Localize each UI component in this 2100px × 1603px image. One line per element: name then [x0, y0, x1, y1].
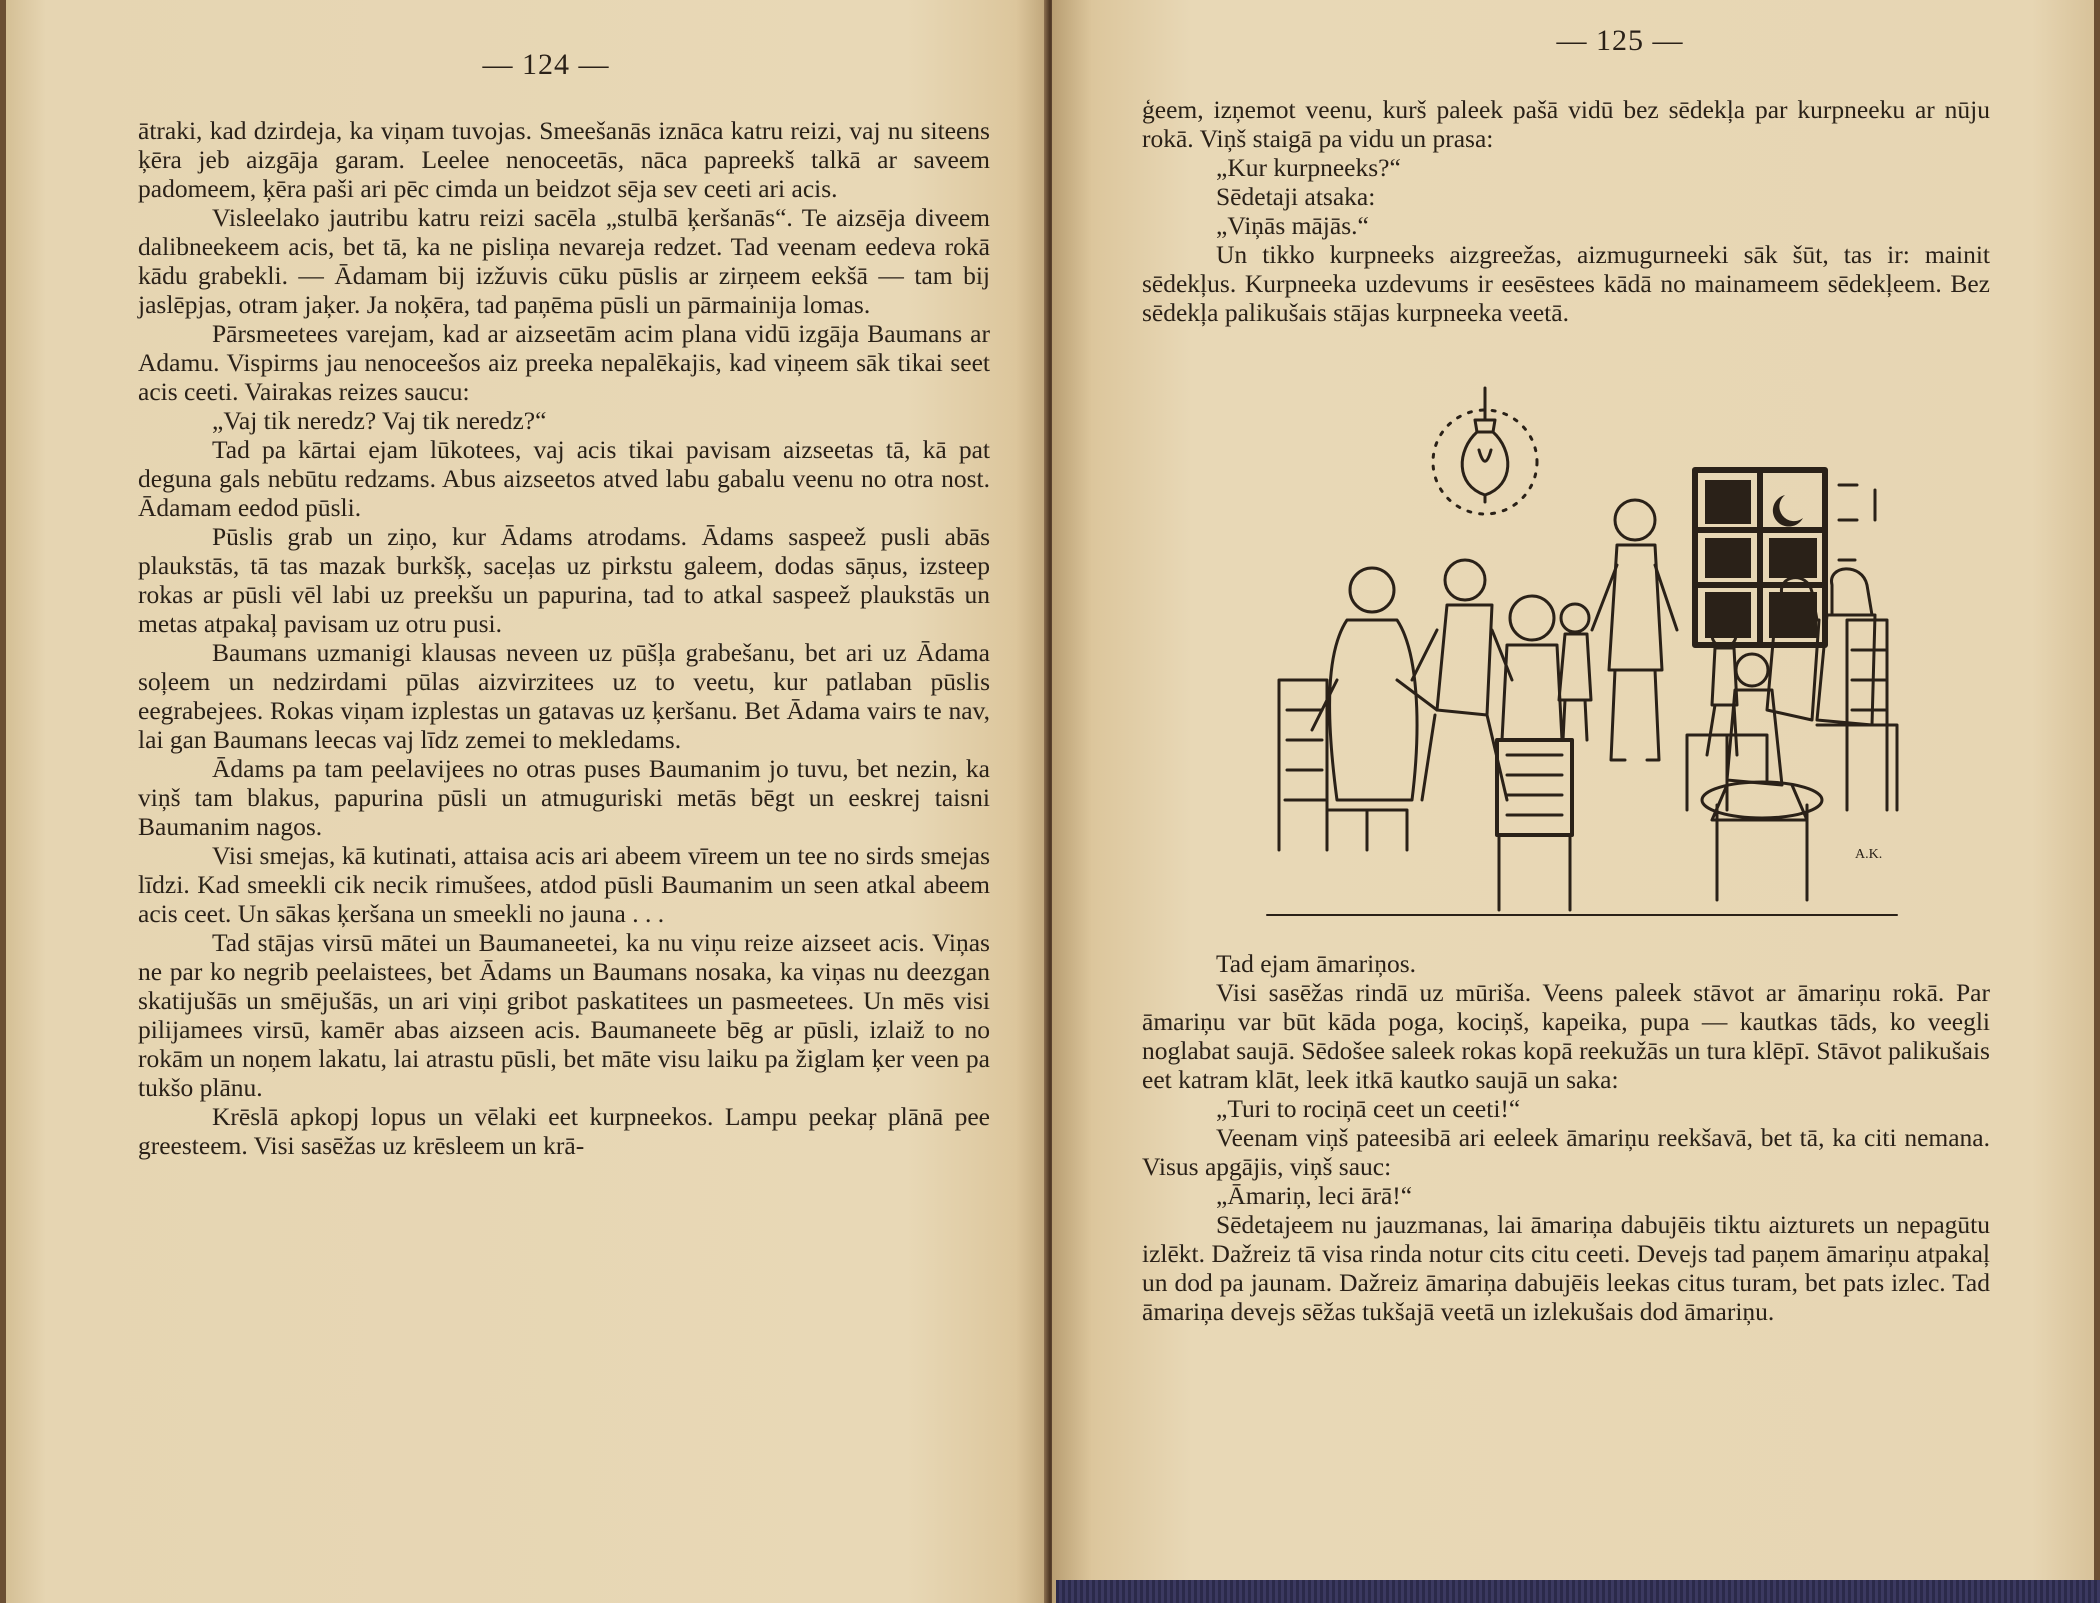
illustration-kurpneeks-game — [1207, 380, 1907, 925]
quote-line: „Viņās mājās.“ — [1216, 211, 1369, 240]
right-page — [1052, 0, 2100, 1603]
paragraph: Un tikko kurpneeks aizgreežas, aizmugurneeki sāk šūt, tas ir: mainit sēdekļus. Kurpneeka uzdevums ir eesēstees kādā no mainameem sēdekļeem. Bez sēdekļa palikušais stājas kurpneeka veetā. — [1142, 240, 1990, 327]
paragraph: ģeem, izņemot veenu, kurš paleek pašā vidū bez sēdekļa par kurpneeku ar nūju rokā. Viņš staigā pa vidu un prasa: — [1142, 95, 1990, 153]
paragraph: Tad ejam āmariņos. — [1216, 949, 1417, 978]
left-page-number: — 124 — — [482, 48, 610, 81]
paragraph: Krēslā apkopj lopus un vēlaki eet kurpneekos. Lampu peekaŗ plānā pee greesteem. Visi sasēžas uz krēsleem un krā- — [138, 1102, 990, 1160]
paragraph: Veenam viņš pateesibā ari eeleek āmariņu reekšavā, bet tā, ka citi nemana. Visus apgājis, viņš sauc: — [1142, 1123, 1990, 1181]
paragraph: Pārsmeetees varejam, kad ar aizseetām acim plana vidū izgāja Baumans ar Adamu. Vispirms jau nenoceešos aiz preeka nepalēkajis, kad viņeem sāk tikai seet acis ceeti. Vairakas reizes saucu: — [138, 319, 990, 406]
right-page-text-bottom — [1142, 949, 1990, 1326]
book-cover-edge — [1056, 1580, 2100, 1603]
paragraph: Visleelako jautribu katru reizi sacēla „stulbā ķeršanās“. Te aizsēja diveem dalibneekeem acis, bet tā, ka ne pisliņa nevareja redzet. Tad veenam eedeva rokā kādu grabekli. — Ādamam bij izžuvis cūku pūslis ar zirņeem eekšā — tam bij jaslēpjas, otram jaķer. Ja noķēra, tad paņēma pūsli un pārmainija lomas. — [138, 203, 990, 319]
illustration-signature: A.K. — [1855, 847, 1883, 862]
illustration-drawing — [1207, 380, 1907, 925]
quote-line: „Turi to rociņā ceet un ceeti!“ — [1216, 1094, 1521, 1123]
right-page-number: — 125 — — [1556, 24, 1684, 57]
paragraph: Tad pa kārtai ejam lūkotees, vaj acis tikai pavisam aizseetas tā, kā pat deguna gals nebūtu redzams. Abus aizseetos atved labu gabalu veenu no otra nost. Ādamam eedod pūsli. — [138, 435, 990, 522]
paragraph: Visi smejas, kā kutinati, attaisa acis ari abeem vīreem un tee no sirds smejas līdzi. Kad smeekli cik necik rimušees, atdod pūsli Baumanim un seen atkal abeem acis ceet. Un sākas ķeršana un smeekli no jauna . . . — [138, 841, 990, 928]
paragraph: Sēdetajeem nu jauzmanas, lai āmariņa dabujēis tiktu aizturets un nepagūtu izlēkt. Dažreiz tā visa rinda notur cits citu ceeti. Devejs tad paņem āmariņu atpakaļ un dod pa jaunam. Dažreiz āmariņa dabujēis leekas citus turam, bet pats izlec. Tad āmariņa devejs sēžas tukšajā veetā un izlekušais dod āmariņu. — [1142, 1210, 1990, 1326]
paragraph: Sēdetaji atsaka: — [1216, 182, 1376, 211]
paragraph: Baumans uzmanigi klausas neveen uz pūšļa grabešanu, bet ari uz Ādama soļeem un nedzirdami pūlas aizvirzitees uz to veetu, kur patlaban pūslis eegrabejees. Rokas viņam izplestas un gatavas uz ķeršanu. Bet Ādama vairs te nav, lai gan Baumans leecas vaj līdz zemei to mekledams. — [138, 638, 990, 754]
left-page-text — [138, 116, 990, 1160]
paragraph: Pūslis grab un ziņo, kur Ādams atrodams. Ādams saspeež pusli abās plaukstās, tā tas mazak burkšķ, saceļas uz pirkstu galeem, dodas sāņus, izsteep rokas ar pūsli vēl labi uz preekšu un papurina, tad to atkal saspeež plaukstās un metas atpakaļ pavisam uz otru pusi. — [138, 522, 990, 638]
quote-line: „Vaj tik neredz? Vaj tik neredz?“ — [212, 406, 547, 435]
quote-line: „Āmariņ, leci ārā!“ — [1216, 1181, 1413, 1210]
right-page-text-top — [1142, 95, 1990, 327]
paragraph: Ādams pa tam peelavijees no otras puses Baumanim jo tuvu, bet nezin, ka viņš tam blakus, papurina pūsli un atmuguriski metās bēgt un eeskrej taisni Baumanim nagos. — [138, 754, 990, 841]
paragraph: Visi sasēžas rindā uz mūriša. Veens paleek stāvot ar āmariņu rokā. Par āmariņu var būt kāda poga, kociņš, kapeika, pupa — kautkas tāds, ko veegli noglabat saujā. Sēdošee saleek rokas kopā reekužās un tura klēpī. Stāvot palikušais eet katram klāt, leek itkā kautko saujā un saka: — [1142, 978, 1990, 1094]
paragraph: Tad stājas virsū mātei un Baumaneetei, ka nu viņu reize aizseet acis. Viņas ne par ko negrib peelaistees, bet Ādams un Baumans nosaka, ka viņas nu deezgan skatijušās un smējušās, un ari viņi gribot paskatitees un pasmeetees. Un mēs visi pilijamees virsū, kamēr abas aizseen acis. Baumaneete bēg ar pūsli, izlaiž to no rokām un noņem lakatu, lai atrastu pūsli, bet māte visu laiku pa žiglam ķer veen pa tukšo plānu. — [138, 928, 990, 1102]
paragraph: ātraki, kad dzirdeja, ka viņam tuvojas. Smeešanās iznāca katru reizi, vaj nu siteens ķēra jeb aizgāja garam. Leelee nenoceetās, nāca papreekš talkā ar saveem padomeem, ķēra paši ari pēc cimda un beidzot sēja sev ceeti ari acis. — [138, 116, 990, 203]
left-page — [0, 0, 1048, 1603]
quote-line: „Kur kurpneeks?“ — [1216, 153, 1401, 182]
